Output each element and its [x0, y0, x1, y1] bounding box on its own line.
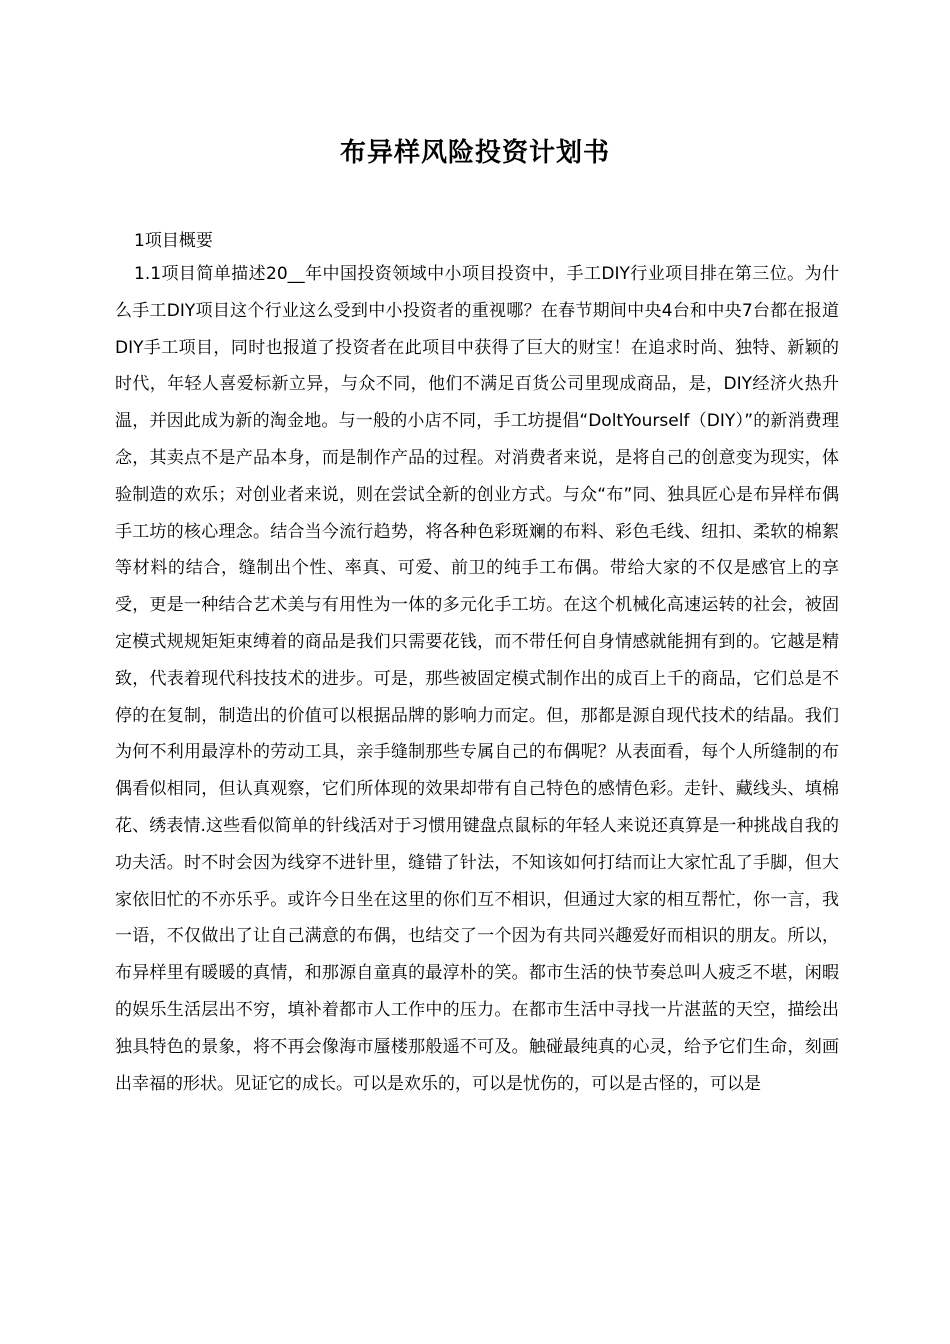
body-paragraph: 1.1项目简单描述20__年中国投资领域中小项目投资中，手工DIY行业项目排在第三位。为什么手工DIY项目这个行业这么受到中小投资者的重视哪？在春节期间中央4台和中央7台都在报道DIY手工项目，同时也报道了投资者在此项目中获得了巨大的财宝！在追求时尚、独特、新颖的时代，年轻人喜爱标新立异，与众不同，他们不满足百货公司里现成商品，是，DIY经济火热升温，并因此成为新的淘金地。与一般的小店不同，手工坊提倡“DoltYourself（DIY）”的新消费理念，其卖点不是产品本身，而是制作产品的过程。对消费者来说，是将自己的创意变为现实，体验制造的欢乐；对创业者来说，则在尝试全新的创业方式。与众“布”同、独具匠心是布异样布偶手工坊的核心理念。结合当今流行趋势，将各种色彩斑斓的布料、彩色毛线、纽扣、柔软的棉絮等材料的结合，缝制出个性、率真、可爱、前卫的纯手工布偶。带给大家的不仅是感官上的享受，更是一种结合艺术美与有用性为一体的多元化手工坊。在这个机械化高速运转的社会，被固定模式规规矩矩束缚着的商品是我们只需要花钱，而不带任何自身情感就能拥有到的。它越是精致，代表着现代科技技术的进步。可是，那些被固定模式制作出的成百上千的商品，它们总是不停的在复制，制造出的价值可以根据品牌的影响力而定。但，那都是源自现代技术的结晶。我们为何不利用最淳朴的劳动工具，亲手缝制那些专属自己的布偶呢？从表面看，每个人所缝制的布偶看似相同，但认真观察，它们所体现的效果却带有自己特色的感情色彩。走针、藏线头、填棉花、绣表情.这些看似简单的针线活对于习惯用键盘点鼠标的年轻人来说还真算是一种挑战自我的功夫活。时不时会因为线穿不进针里，缝错了针法，不知该如何打结而让大家忙乱了手脚，但大家依旧忙的不亦乐乎。或许今日坐在这里的你们互不相识，但通过大家的相互帮忙，你一言，我一语，不仅做出了让自己满意的布偶，也结交了一个因为有共同兴趣爱好而相识的朋友。所以，布异样里有暖暖的真情，和那源自童真的最淳朴的笑。都市生活的快节奏总叫人疲乏不堪，闲暇的娱乐生活层出不穷，填补着都市人工作中的压力。在都市生活中寻找一片湛蓝的天空，描绘出独具特色的景象，将不再会像海市蜃楼那般遥不可及。触碰最纯真的心灵，给予它们生命，刻画出幸福的形状。见证它的成长。可以是欢乐的，可以是忧伤的，可以是古怪的，可以是	[115, 264, 839, 1094]
document-title: 布异样风险投资计划书	[339, 138, 610, 168]
section-heading: 1项目概要	[134, 231, 213, 251]
